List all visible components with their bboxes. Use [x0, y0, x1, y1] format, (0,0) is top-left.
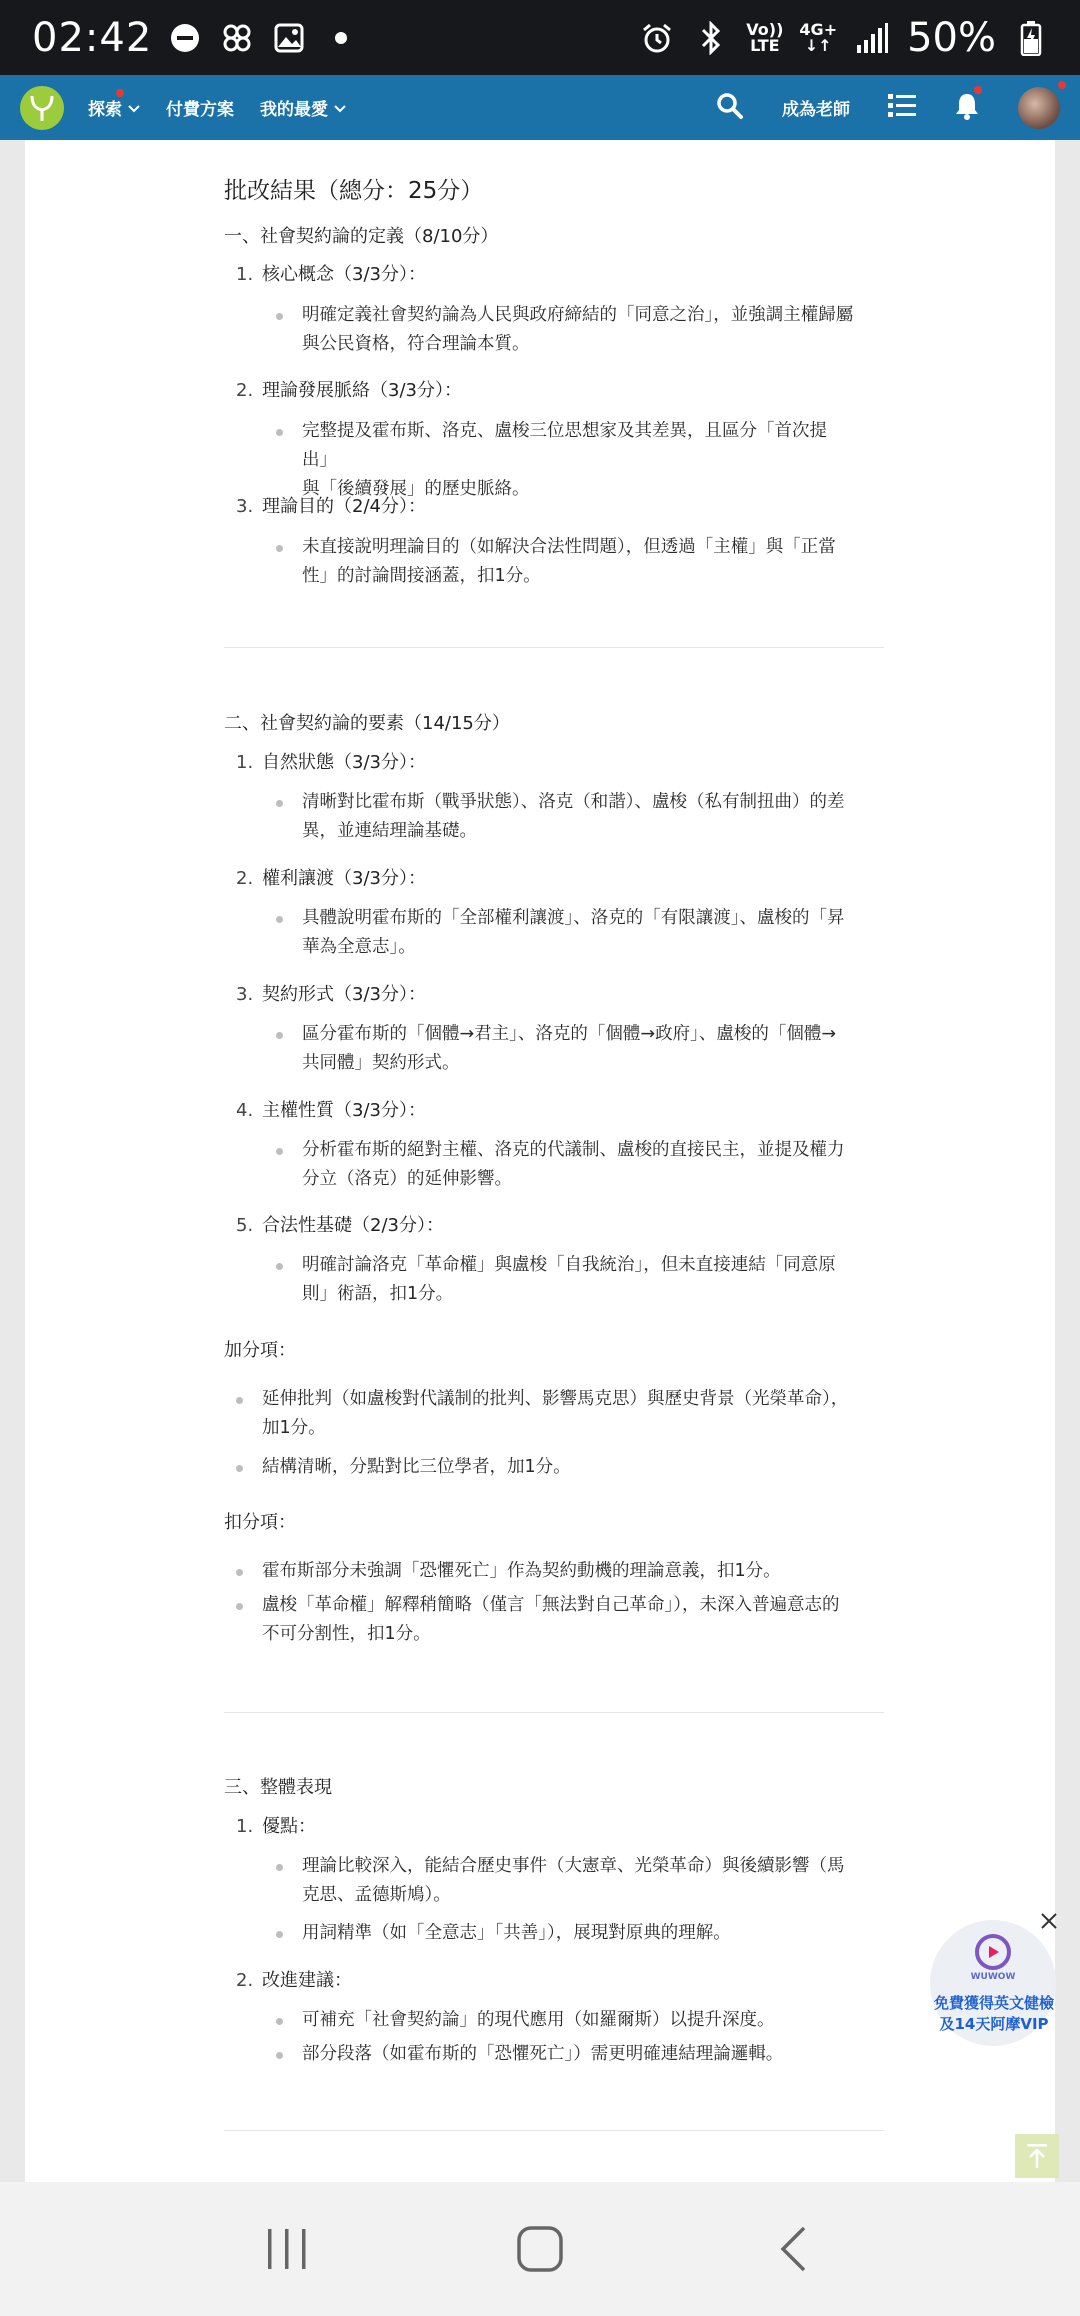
- item-number: 1.: [236, 264, 254, 285]
- section1-item-2: [236, 376, 462, 402]
- item-number: 5.: [236, 1215, 254, 1236]
- item-label: 理論發展脈絡（3/3分）：: [262, 380, 462, 401]
- bell-icon: [954, 92, 980, 120]
- bullet-line: 克思、孟德斯鳩）。: [302, 1885, 451, 1905]
- item-label: 改進建議：: [262, 1970, 352, 1991]
- bullet-line: 延伸批判（如盧梭對代議制的批判、影響馬克思）與歷史背景（光榮革命），: [262, 1389, 849, 1409]
- bullet-line: 不可分割性，扣1分。: [262, 1624, 431, 1644]
- home-button[interactable]: [505, 2214, 575, 2284]
- deduct-title: 扣分項：: [224, 1512, 296, 1533]
- bullet-line: 加1分。: [262, 1418, 326, 1438]
- section1-item-2-bullet: [276, 417, 856, 504]
- item-number: 2.: [236, 1970, 254, 1991]
- section-divider: [224, 647, 884, 648]
- bullet-line: 未直接說明理論目的（如解決合法性問題），但透過「主權」與「正當: [302, 537, 836, 557]
- data-arrows-icon: ↓↑: [804, 35, 832, 55]
- item-number: 1.: [236, 752, 254, 773]
- back-icon: [778, 2225, 808, 2273]
- item-number: 2.: [236, 380, 254, 401]
- section3-item-1-bullet-1: [276, 1852, 856, 1910]
- bullet-line: 可補充「社會契約論」的現代應用（如羅爾斯）以提升深度。: [302, 2010, 775, 2030]
- section3-item-2-bullet-1: [276, 2006, 856, 2035]
- home-icon: [516, 2225, 564, 2273]
- avatar: [1018, 87, 1060, 129]
- item-label: 主權性質（3/3分）：: [262, 1100, 426, 1121]
- bullet-line: 性」的討論間接涵蓋，扣1分。: [302, 566, 541, 586]
- chevron-down-icon: [334, 98, 346, 118]
- volte-indicator: [746, 19, 784, 55]
- list-menu-icon[interactable]: [888, 93, 916, 123]
- battery-charging-icon: [1012, 19, 1050, 57]
- do-not-disturb-icon: [166, 19, 204, 57]
- bullet-line: 理論比較深入，能結合歷史事件（大憲章、光榮革命）與後續影響（馬: [302, 1856, 845, 1876]
- bullet-line: 則」術語，扣1分。: [302, 1284, 454, 1304]
- bullet-line: 盧梭「革命權」解釋稍簡略（僅言「無法對自己革命」），未深入普遍意志的: [262, 1595, 840, 1615]
- battery-percent: 50%: [907, 14, 996, 61]
- section1-item-3-bullet: [276, 533, 856, 591]
- user-avatar-button[interactable]: [1018, 87, 1060, 129]
- bullet-line: 異，並連結理論基礎。: [302, 821, 477, 841]
- section3-item-2: [236, 1966, 352, 1992]
- nav-favorites-label: 我的最愛: [260, 100, 328, 120]
- bullet-line: 部分段落（如霍布斯的「恐懼死亡」）需更明確連結理論邏輯。: [302, 2044, 784, 2064]
- status-time: 02:42: [32, 14, 153, 61]
- section2-item-5: [236, 1211, 444, 1237]
- section2-item-1-bullet: [276, 788, 856, 846]
- section1-item-3: [236, 492, 426, 518]
- section2-item-5-bullet: [276, 1251, 856, 1309]
- section2-item-3-bullet: [276, 1020, 856, 1078]
- play-icon: [975, 1934, 1011, 1970]
- section2-title: 二、社會契約論的要素（14/15分）: [224, 713, 510, 734]
- explore-badge: [116, 89, 124, 97]
- section2-item-1: [236, 748, 426, 774]
- bullet-line: 分立（洛克）的延伸影響。: [302, 1169, 512, 1189]
- bullet-line: 與公民資格，符合理論本質。: [302, 334, 530, 354]
- bullet-line: 與「後續發展」的歷史脈絡。: [302, 479, 530, 499]
- bullet-line: 清晰對比霍布斯（戰爭狀態）、洛克（和諧）、盧梭（私有制扭曲）的差: [302, 792, 845, 812]
- become-teacher-link[interactable]: 成為老師: [782, 100, 850, 120]
- bell-badge: [974, 86, 982, 94]
- item-label: 自然狀態（3/3分）：: [262, 752, 426, 773]
- item-label: 核心概念（3/3分）：: [262, 264, 426, 285]
- nav-pricing[interactable]: [166, 95, 234, 120]
- bullet-line: 明確定義社會契約論為人民與政府締結的「同意之治」，並強調主權歸屬: [302, 305, 854, 325]
- search-icon[interactable]: [716, 92, 744, 124]
- bullet-line: 共同體」契約形式。: [302, 1053, 460, 1073]
- ad-close-icon[interactable]: [1038, 1910, 1060, 1932]
- deduct-item-2: [236, 1591, 876, 1649]
- item-number: 3.: [236, 984, 254, 1005]
- status-bar: [0, 0, 1080, 75]
- alarm-icon: [638, 19, 676, 57]
- ad-line-1: 免費獲得英文健檢: [933, 1994, 1054, 2012]
- network-indicator: [799, 19, 838, 55]
- nav-explore[interactable]: [88, 95, 140, 120]
- item-number: 3.: [236, 496, 254, 517]
- section2-item-2: [236, 864, 426, 890]
- page-title: 批改結果（總分：25分）: [224, 178, 484, 204]
- bullet-line: 分析霍布斯的絕對主權、洛克的代議制、盧梭的直接民主，並提及權力: [302, 1140, 845, 1160]
- section1-item-1: [236, 260, 426, 286]
- bullet-line: 結構清晰，分點對比三位學者，加1分。: [262, 1457, 571, 1477]
- bullet-line: 霍布斯部分未強調「恐懼死亡」作為契約動機的理論意義，扣1分。: [262, 1561, 781, 1581]
- ad-line-2: 及14天阿摩VIP: [939, 2015, 1049, 2033]
- back-button[interactable]: [758, 2214, 828, 2284]
- app-header: [0, 75, 1080, 140]
- item-number: 4.: [236, 1100, 254, 1121]
- nav-explore-label: 探索: [88, 100, 122, 120]
- recent-apps-icon: [265, 2227, 309, 2271]
- bullet-line: 華為全意志」。: [302, 937, 416, 957]
- ad-text[interactable]: [914, 1993, 1074, 2035]
- section1-item-1-bullet: [276, 301, 856, 359]
- bonus-item-1: [236, 1385, 876, 1443]
- item-label: 優點：: [262, 1816, 316, 1837]
- system-navigation-bar: [0, 2182, 1080, 2316]
- nav-pricing-label: 付費方案: [166, 100, 234, 120]
- avatar-badge: [1058, 81, 1066, 89]
- section2-item-2-bullet: [276, 904, 856, 962]
- chevron-down-icon: [128, 98, 140, 118]
- section3-item-2-bullet-2: [276, 2040, 856, 2069]
- scroll-to-top-button[interactable]: [1015, 2134, 1059, 2178]
- app-logo[interactable]: [20, 86, 64, 130]
- section2-item-3: [236, 980, 426, 1006]
- item-label: 理論目的（2/4分）：: [262, 496, 426, 517]
- item-label: 契約形式（3/3分）：: [262, 984, 426, 1005]
- item-number: 1.: [236, 1816, 254, 1837]
- gallery-icon: [270, 19, 308, 57]
- section-divider: [224, 1712, 884, 1713]
- deduct-item-1: [236, 1557, 876, 1586]
- nav-favorites[interactable]: [260, 95, 346, 120]
- pinwheel-icon: [218, 19, 256, 57]
- bonus-item-2: [236, 1453, 876, 1482]
- bullet-line: 區分霍布斯的「個體→君主」、洛克的「個體→政府」、盧梭的「個體→: [302, 1024, 836, 1044]
- arrow-up-icon: [1025, 2142, 1049, 2170]
- section3-item-1-bullet-2: [276, 1919, 856, 1948]
- bullet-line: 用詞精準（如「全意志」「共善」），展現對原典的理解。: [302, 1923, 731, 1943]
- bullet-line: 完整提及霍布斯、洛克、盧梭三位思想家及其差異，且區分「首次提出」: [302, 421, 827, 470]
- item-label: 合法性基礎（2/3分）：: [262, 1215, 444, 1236]
- section3-item-1: [236, 1812, 316, 1838]
- bonus-title: 加分項：: [224, 1340, 296, 1361]
- recent-apps-button[interactable]: [252, 2214, 322, 2284]
- bluetooth-icon: [692, 19, 730, 57]
- ad-brand: WUWOW: [970, 1972, 1016, 1982]
- section2-item-4-bullet: [276, 1136, 856, 1194]
- section2-item-4: [236, 1096, 426, 1122]
- item-number: 2.: [236, 868, 254, 889]
- bullet-line: 具體說明霍布斯的「全部權利讓渡」、洛克的「有限讓渡」、盧梭的「昇: [302, 908, 845, 928]
- section1-title: 一、社會契約論的定義（8/10分）: [224, 226, 499, 247]
- notification-dot-icon: [322, 19, 360, 57]
- section-divider: [224, 2130, 884, 2131]
- bullet-line: 明確討論洛克「革命權」與盧梭「自我統治」，但未直接連結「同意原: [302, 1255, 836, 1275]
- signal-icon: [853, 19, 891, 57]
- section3-title: 三、整體表現: [224, 1777, 332, 1798]
- volte-text: Vo)): [746, 19, 784, 39]
- notification-bell[interactable]: [954, 92, 980, 124]
- item-label: 權利讓渡（3/3分）：: [262, 868, 426, 889]
- network-text: 4G+: [799, 19, 838, 39]
- grading-result-card: [25, 140, 1055, 2182]
- lte-text: LTE: [750, 35, 780, 55]
